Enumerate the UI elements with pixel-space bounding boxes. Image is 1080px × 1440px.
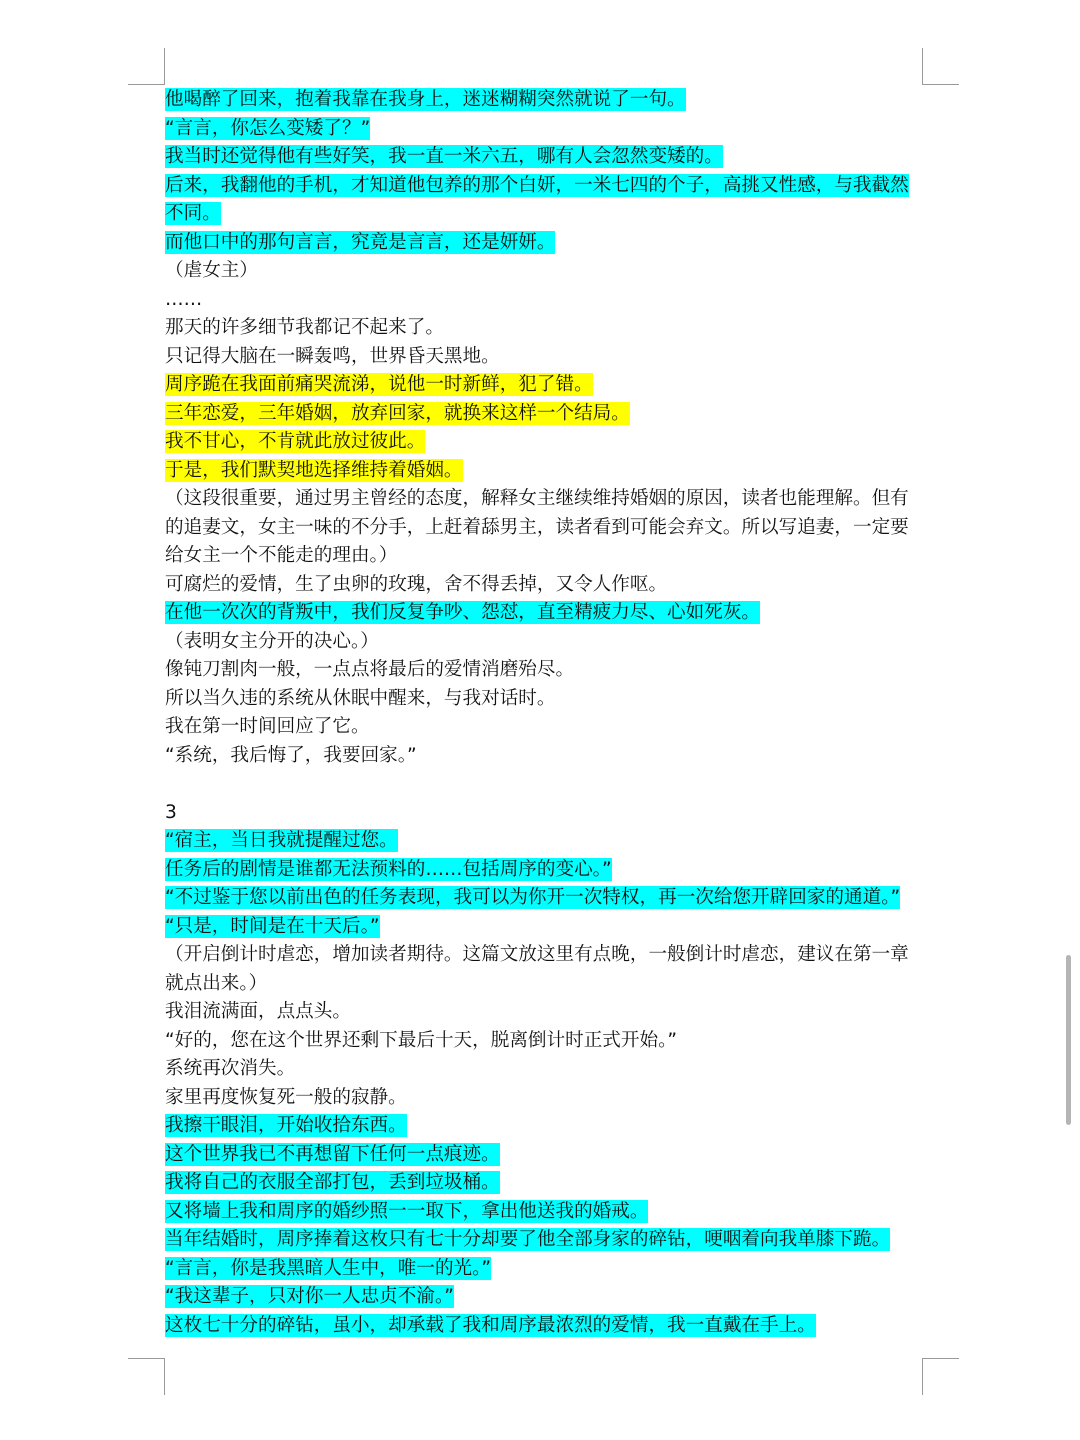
vertical-scrollbar[interactable] <box>1066 955 1071 1125</box>
highlighted-text: 我擦干眼泪，开始收拾东西。 <box>165 1115 407 1136</box>
paragraph <box>165 286 925 315</box>
page-corner-mark-top-left <box>128 48 165 85</box>
paragraph <box>165 457 925 486</box>
paragraph <box>165 770 925 799</box>
page-corner-mark-bottom-left <box>128 1358 165 1395</box>
highlighted-text: 当年结婚时，周序捧着这枚只有七十分却要了他全部身家的碎钻，哽咽着向我单膝下跪。 <box>165 1229 891 1250</box>
paragraph <box>165 115 925 144</box>
highlighted-text: 后来，我翻他的手机，才知道他包养的那个白妍，一米七四的个子，高挑又性感，与我截然不同。 <box>165 174 909 224</box>
highlighted-text: “只是，时间是在十天后。” <box>165 915 380 937</box>
paragraph <box>165 1027 925 1056</box>
paragraph-text: 所以当久违的系统从休眠中醒来，与我对话时。 <box>165 687 556 709</box>
paragraph <box>165 685 925 714</box>
highlighted-text: 我不甘心，不肯就此放过彼此。 <box>165 431 426 452</box>
paragraph <box>165 941 925 998</box>
paragraph <box>165 485 925 571</box>
paragraph-text: 只记得大脑在一瞬轰鸣，世界昏天黑地。 <box>165 345 500 367</box>
highlighted-text: “不过鉴于您以前出色的任务表现，我可以为你开一次特权，再一次给您开辟回家的通道。” <box>165 887 901 908</box>
paragraph <box>165 371 925 400</box>
paragraph <box>165 856 925 885</box>
paragraph-text: 3 <box>165 801 177 823</box>
paragraph-text: （这段很重要，通过男主曾经的态度，解释女主继续维持婚姻的原因，读者也能理解。但有的追妻文，女主一味的不分手，上赶着舔男主，读者看到可能会弃文。所以写追妻，一定要给女主一个不能走的理由。） <box>165 488 909 566</box>
page-corner-mark-top-right <box>922 48 959 85</box>
page-corner-mark-bottom-right <box>922 1358 959 1395</box>
paragraph <box>165 400 925 429</box>
paragraph <box>165 1283 925 1312</box>
highlighted-text: 他喝醉了回来，抱着我靠在我身上，迷迷糊糊突然就说了一句。 <box>165 89 686 110</box>
paragraph-text: “系统，我后悔了，我要回家。” <box>165 744 417 766</box>
paragraph-text: （虐女主） <box>165 260 258 281</box>
paragraph <box>165 628 925 657</box>
paragraph <box>165 998 925 1027</box>
highlighted-text: “言言，你是我黑暗人生中，唯一的光。” <box>165 1257 492 1279</box>
paragraph <box>165 143 925 172</box>
paragraph <box>165 742 925 771</box>
paragraph <box>165 1141 925 1170</box>
highlighted-text: 我将自己的衣服全部打包，丢到垃圾桶。 <box>165 1172 500 1193</box>
highlighted-text: 这枚七十分的碎钻，虽小，却承载了我和周序最浓烈的爱情，我一直戴在手上。 <box>165 1314 816 1336</box>
paragraph <box>165 1112 925 1141</box>
paragraph <box>165 1198 925 1227</box>
paragraph <box>165 1226 925 1255</box>
paragraph-text: 系统再次消失。 <box>165 1058 296 1079</box>
paragraph-text: “好的，您在这个世界还剩下最后十天，脱离倒计时正式开始。” <box>165 1029 677 1051</box>
highlighted-text: 这个世界我已不再想留下任何一点痕迹。 <box>165 1143 500 1165</box>
paragraph <box>165 599 925 628</box>
paragraph-text: 像钝刀割肉一般，一点点将最后的爱情消磨殆尽。 <box>165 659 575 680</box>
paragraph-text: （表明女主分开的决心。） <box>165 630 379 652</box>
highlighted-text: 在他一次次的背叛中，我们反复争吵、怨怼，直至精疲力尽、心如死灰。 <box>165 602 761 623</box>
paragraph <box>165 86 925 115</box>
paragraph-text: （开启倒计时虐恋，增加读者期待。这篇文放这里有点晚，一般倒计时虐恋，建议在第一章就点出来。） <box>165 944 909 994</box>
paragraph <box>165 571 925 600</box>
highlighted-text: 而他口中的那句言言，究竟是言言，还是妍妍。 <box>165 231 556 253</box>
highlighted-text: 又将墙上我和周序的婚纱照一一取下，拿出他送我的婚戒。 <box>165 1200 649 1222</box>
paragraph <box>165 656 925 685</box>
document-body <box>165 86 925 1340</box>
paragraph-text: 家里再度恢复死一般的寂静。 <box>165 1086 407 1108</box>
highlighted-text: “宿主，当日我就提醒过您。 <box>165 830 398 851</box>
paragraph <box>165 229 925 258</box>
paragraph-text: 可腐烂的爱情，生了虫卵的玫瑰，舍不得丢掉，又令人作呕。 <box>165 573 668 595</box>
paragraph <box>165 827 925 856</box>
paragraph <box>165 913 925 942</box>
paragraph <box>165 257 925 286</box>
highlighted-text: “言言，你怎么变矮了？” <box>165 117 371 139</box>
paragraph <box>165 884 925 913</box>
highlighted-text: 我当时还觉得他有些好笑，我一直一米六五，哪有人会忽然变矮的。 <box>165 146 723 167</box>
paragraph <box>165 343 925 372</box>
paragraph <box>165 314 925 343</box>
paragraph <box>165 1169 925 1198</box>
paragraph <box>165 1084 925 1113</box>
paragraph <box>165 1055 925 1084</box>
highlighted-text: 三年恋爱，三年婚姻，放弃回家，就换来这样一个结局。 <box>165 402 630 424</box>
paragraph <box>165 713 925 742</box>
paragraph-text: 那天的许多细节我都记不起来了。 <box>165 317 444 338</box>
paragraph <box>165 1255 925 1284</box>
paragraph-text: 我泪流满面，点点头。 <box>165 1001 351 1022</box>
highlighted-text: 任务后的剧情是谁都无法预料的……包括周序的变心。” <box>165 858 612 880</box>
paragraph <box>165 1312 925 1341</box>
highlighted-text: 于是，我们默契地选择维持着婚姻。 <box>165 459 463 481</box>
paragraph-text: 我在第一时间回应了它。 <box>165 716 370 737</box>
paragraph <box>165 172 925 229</box>
paragraph-text: …… <box>165 288 203 310</box>
paragraph <box>165 428 925 457</box>
highlighted-text: “我这辈子，只对你一人忠贞不渝。” <box>165 1286 454 1307</box>
highlighted-text: 周序跪在我面前痛哭流涕，说他一时新鲜，犯了错。 <box>165 374 593 395</box>
paragraph <box>165 799 925 828</box>
